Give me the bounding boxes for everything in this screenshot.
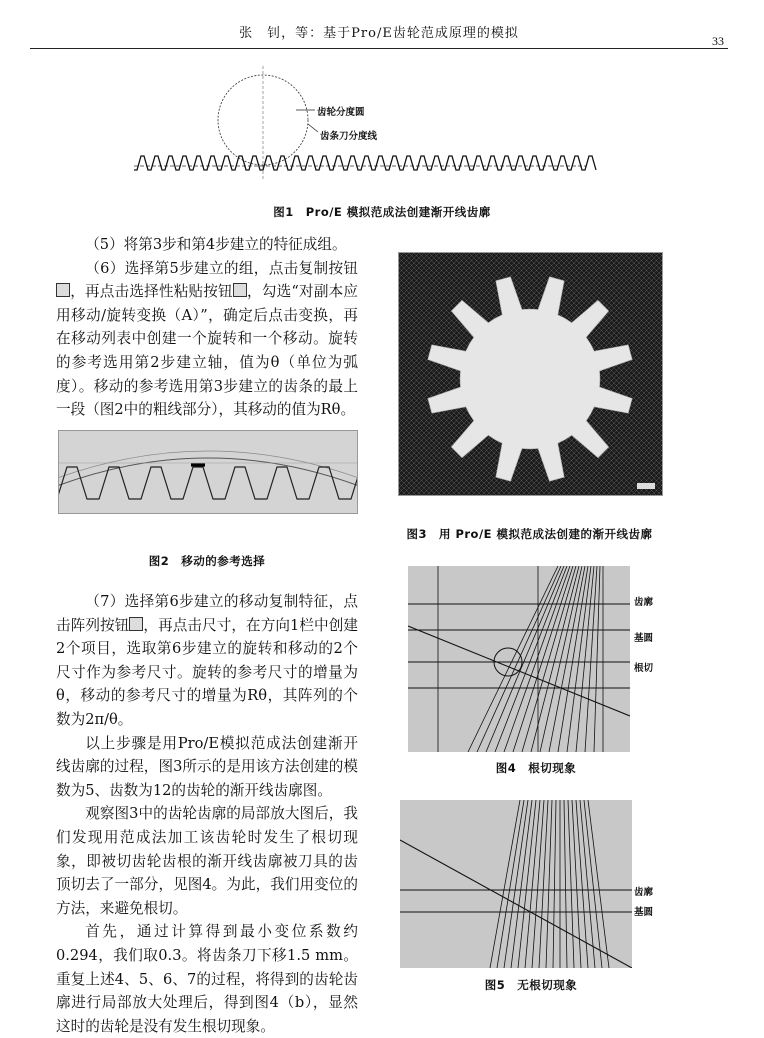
fig4-label-base-circle: 基圆: [634, 633, 654, 644]
paste-special-icon: [233, 283, 247, 297]
step-6-paragraph: （6）选择第5步建立的组，点击复制按钮，再点击选择性粘贴按钮 ，勾选“对副本应用移动/旋转变换（A）”，确定后点击变换，再在移动列表中创建一个旋转和一个移动。旋转的参考选用第2步建立轴，值为θ（单位为弧度）。移动的参考选用第3步建立的齿条的最上一段（图2中的粗线部分），其移动的值为Rθ。: [56, 259, 358, 419]
running-title: 张 钊，等：基于Pro/E齿轮范成原理的模拟: [239, 26, 519, 41]
figure-2-drawing: [59, 431, 357, 513]
figure-4-drawing: [408, 566, 630, 752]
figure-5: [400, 800, 662, 968]
figure-3: [398, 252, 663, 496]
text-block-2: [56, 590, 358, 1038]
figure-3-caption: 图3 用 Pro/E 模拟范成法创建的渐开线齿廓: [406, 527, 653, 541]
text-block-1: [56, 233, 358, 422]
figure-4-caption: 图4 根切现象: [495, 761, 577, 775]
step-7-paragraph: （7）选择第6步建立的移动复制特征，点击阵列按钮 ，再点击尺寸，在方向1栏中创建2个项目，选取第6步建立的旋转和移动的2个尺寸作为参考尺寸。旋转的参考尺寸的增量为θ，移动的参考尺寸的增量为Rθ，其阵列的个数为2π/θ。: [56, 593, 358, 728]
running-header: [30, 18, 728, 49]
fig4-label-undercut: 根切: [634, 663, 654, 674]
figure-5-caption: 图5 无根切现象: [484, 978, 578, 992]
correction-paragraph: 首先，通过计算得到最小变位系数约0.294，我们取0.3。将齿条刀下移1.5 mm。重复上述4、5、6、7的过程，将得到的齿轮齿廓进行局部放大处理后，得到图4（b），显然这时的齿轮是没有发生根切现象。: [56, 923, 358, 1035]
figure-1-drawing: [120, 66, 600, 186]
label-rack-pitch-line: 齿条刀分度线: [320, 131, 378, 142]
figure-4: [408, 566, 664, 752]
pattern-button-icon: [129, 617, 143, 631]
summary-paragraph: 以上步骤是用Pro/E模拟范成法创建渐开线齿廓的过程，图3所示的是用该方法创建的模数为5、齿数为12的齿轮的渐开线齿廓图。: [56, 734, 358, 799]
observation-paragraph: 观察图3中的齿轮齿廓的局部放大图后，我们发现用范成法加工该齿轮时发生了根切现象，即被切齿轮齿根的渐开线齿廓被刀具的齿顶切去了一部分，见图4。为此，我们用变位的方法，来避免根切。: [56, 805, 358, 917]
fig5-label-base-circle: 基圆: [634, 907, 654, 918]
copy-button-icon: [56, 283, 70, 297]
figure-1: [120, 66, 600, 186]
rack-profile: [134, 156, 596, 170]
fig4-label-profile: 齿廓: [634, 597, 654, 608]
figure-3-drawing: [399, 253, 662, 495]
figure-1-caption: 图1 Pro/E 模拟范成法创建渐开线齿廓: [273, 205, 491, 219]
label-pitch-circle: 齿轮分度圆: [317, 107, 365, 118]
scale-mark: [637, 483, 655, 489]
figure-5-drawing: [400, 800, 632, 968]
step-5-paragraph: （5）将第3步和第4步建立的特征成组。: [85, 236, 347, 253]
leader-line-2: [308, 124, 318, 132]
figure-2: [58, 430, 358, 514]
figure-2-caption: 图2 移动的参考选择: [148, 554, 266, 568]
fig5-label-profile: 齿廓: [634, 887, 654, 898]
page-number: 33: [712, 34, 724, 48]
